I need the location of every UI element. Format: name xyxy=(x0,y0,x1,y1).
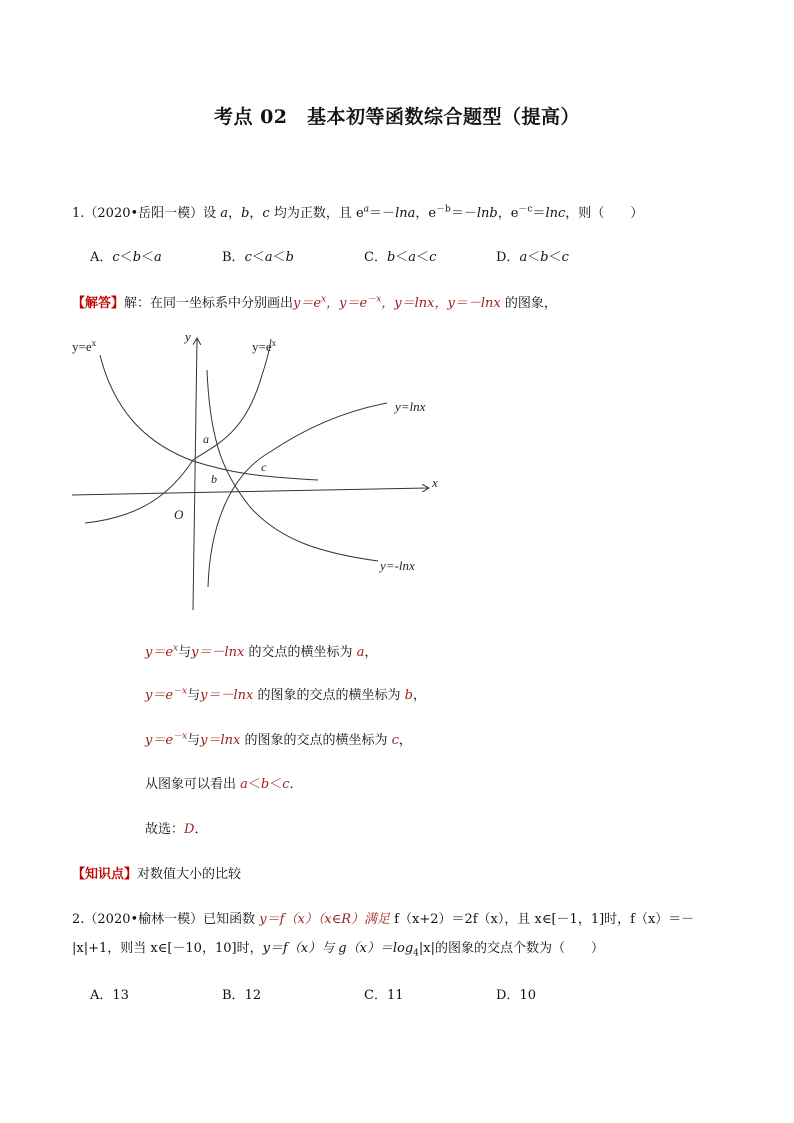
knowledge-point: 【知识点】对数值大小的比较 xyxy=(72,867,242,882)
solution-step-4: 从图象可以看出 a＜b＜c． xyxy=(145,777,303,792)
solution-intro: 【解答】解：在同一坐标系中分别画出$y=e^x$，$y=e^{-x}$，y＝lnx，y＝－lnx 的图象， xyxy=(72,294,557,311)
label-ex-right: $y=e^x$ xyxy=(252,338,277,354)
q1-option-c[interactable]: C．b＜a＜c xyxy=(364,250,437,265)
question-2-stem-line-1: 2.（2020•榆林一模）已知函数 y＝f（x）（x∈R）满足 f（x+2）＝2f（x），且 x∈[－1，1]时，f（x）＝－ xyxy=(72,912,695,927)
q1-option-d[interactable]: D．a＜b＜c xyxy=(496,250,569,265)
y-axis xyxy=(193,339,197,610)
question-1-stem: 1.（2020•岳阳一模）设 a，b，c 均为正数，且 $e^a=-\ln a$，$e^{-b}=-\ln b$，$e^{-c}=\ln c$，则（ ） xyxy=(72,204,644,221)
label-ex-left: $y=e^x$ xyxy=(72,338,97,354)
question-2-stem-line-2: |x|+1，则当 x∈[－10，10]时，y＝f（x）与 $g(x)=\log_4|x|$的图象的交点个数为（ ） xyxy=(72,941,604,959)
point-a-label: a xyxy=(203,432,209,446)
label-lnx: y=lnx xyxy=(395,399,426,414)
page-title: 考点 02 基本初等函数综合题型（提高） xyxy=(213,106,581,128)
q2-option-c[interactable]: C．11 xyxy=(364,988,404,1003)
q2-option-b[interactable]: B．12 xyxy=(222,988,262,1003)
label-neg-lnx: y=-lnx xyxy=(380,558,415,573)
q1-option-b[interactable]: B．c＜a＜b xyxy=(222,250,294,265)
axis-y-label: y xyxy=(185,329,191,344)
curve-exp-neg xyxy=(100,355,318,480)
curve-ln xyxy=(208,403,387,587)
q2-option-d[interactable]: D．10 xyxy=(496,988,536,1003)
curve-neg-ln xyxy=(207,370,378,561)
point-c-label: c xyxy=(261,460,267,474)
solution-step-2: $y=e^{-x}$与y＝－lnx 的图象的交点的横坐标为 b， xyxy=(145,686,426,703)
point-b-label: b xyxy=(211,472,217,486)
q2-option-a[interactable]: A．13 xyxy=(90,988,129,1003)
solution-step-1: $y=e^x$与y＝－lnx 的交点的横坐标为 a， xyxy=(145,643,378,660)
function-graph xyxy=(60,325,460,625)
x-axis xyxy=(72,488,428,495)
origin-label: O xyxy=(174,507,184,522)
solution-tag: 【解答】 xyxy=(72,296,125,311)
q1-option-a[interactable]: A．c＜b＜a xyxy=(90,250,162,265)
axis-x-label: x xyxy=(432,475,438,490)
solution-answer: 故选：D． xyxy=(145,822,208,837)
solution-step-3: $y=e^{-x}$与y＝lnx 的图象的交点的横坐标为 c， xyxy=(145,731,412,748)
curve-exp xyxy=(85,339,271,523)
knowledge-tag: 【知识点】 xyxy=(72,867,138,882)
